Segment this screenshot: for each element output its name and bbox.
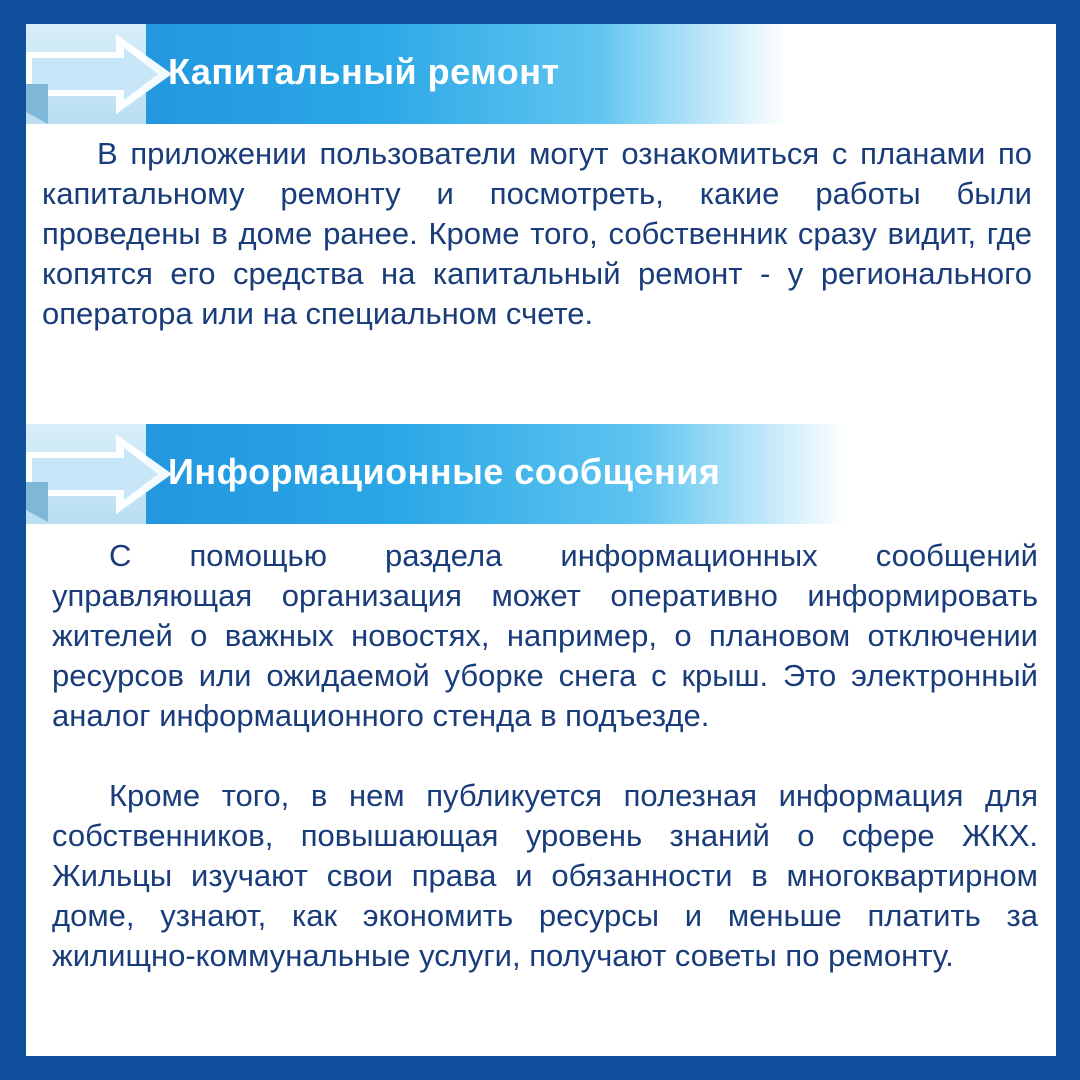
section-paragraph: В приложении пользователи могут ознакомиться с планами по капитальному ремонту и посмотреть, какие работы были проведены в доме ранее. Кроме того, собственник сразу видит, где копятся его средства на капитальный ремонт - у регионального оператора или на специальном счете. bbox=[42, 136, 1032, 331]
ribbon-fold bbox=[26, 84, 48, 124]
arrow-right-icon bbox=[26, 30, 176, 118]
section-paragraph: С помощью раздела информационных сообщений управляющая организация может оперативно информировать жителей о важных новостях, например, о плановом отключении ресурсов или ожидаемой уборке снега с крыш. Это электронный аналог информационного стенда в подъезде. bbox=[52, 538, 1038, 733]
section-paragraph: Кроме того, в нем публикуется полезная информация для собственников, повышающая уровень знаний о сфере ЖКХ. Жильцы изучают свои права и обязанности в многоквартирном доме, узнают, как экономить ресурсы и меньше платить за жилищно-коммунальные услуги, получают советы по ремонту. bbox=[52, 778, 1038, 973]
section-title: Информационные сообщения bbox=[168, 451, 721, 492]
ribbon-fold bbox=[26, 482, 48, 522]
section-title: Капитальный ремонт bbox=[168, 51, 560, 92]
section-banner-capital-repair bbox=[26, 24, 786, 124]
arrow-right-icon bbox=[26, 430, 176, 518]
section-banner-info-messages bbox=[26, 424, 846, 524]
content-card bbox=[26, 24, 1056, 1056]
